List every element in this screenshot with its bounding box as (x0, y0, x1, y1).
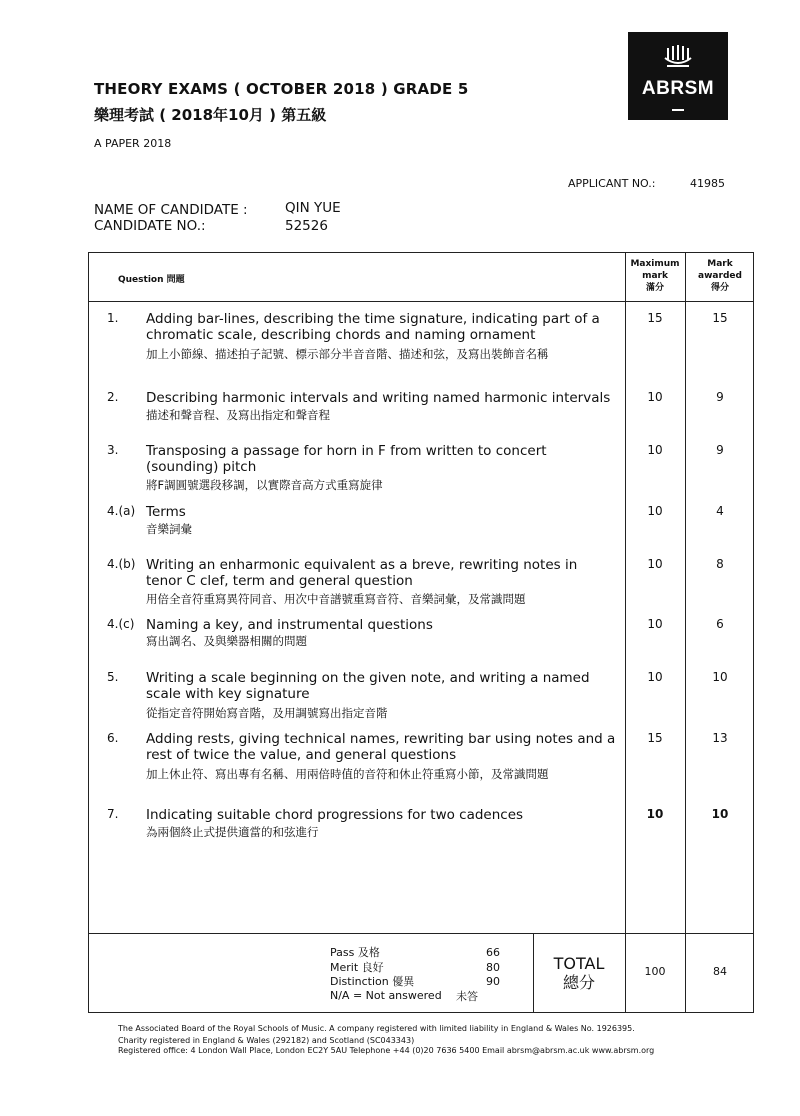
merit-label: Merit 良好 (330, 960, 384, 974)
awarded-column-divider (685, 252, 686, 1013)
question-description: Describing harmonic intervals and writing named harmonic intervals (146, 390, 611, 406)
max-header-line1: Maximum (630, 259, 680, 269)
maximum-mark: 10 (647, 557, 663, 571)
question-description-chinese: 用倍全音符重寫異符同音、用次中音譜號重寫音符、音樂詞彙，及常識問題 (146, 592, 526, 606)
question-description: Adding rests, giving technical names, rewriting bar using notes and a rest of twice the value, and general questions (146, 731, 616, 763)
question-number: 6. (107, 731, 119, 745)
paper-label: A PAPER 2018 (94, 137, 172, 150)
question-number: 5. (107, 670, 119, 684)
merit-value: 80 (486, 960, 500, 974)
maximum-mark: 10 (647, 504, 663, 518)
question-description: Terms (146, 504, 186, 520)
candidate-name-value: QIN YUE (285, 200, 341, 216)
maximum-mark: 10 (647, 617, 663, 631)
mark-awarded: 10 (711, 807, 729, 821)
question-number: 4.(a) (107, 504, 136, 518)
grade-legend-values (476, 946, 500, 990)
mark-awarded: 8 (716, 557, 724, 571)
mark-awarded: 10 (712, 670, 728, 684)
awarded-header-line1: Mark (707, 259, 733, 269)
distinction-value: 90 (486, 975, 500, 988)
exam-title-chinese: 樂理考試 ( 2018年10月 ) 第五級 (94, 106, 327, 124)
question-description-chinese: 描述和聲音程、及寫出指定和聲音程 (146, 408, 330, 422)
question-description: Adding bar-lines, describing the time signature, indicating part of a chromatic scale, describing chords and naming ornament (146, 311, 600, 343)
mark-awarded: 15 (712, 311, 728, 325)
question-description-chinese: 將F調圓號選段移調，以實際音高方式重寫旋律 (146, 478, 383, 492)
maximum-mark: 10 (646, 807, 664, 821)
question-description: Writing an enharmonic equivalent as a breve, rewriting notes in tenor C clef, term and general question (146, 557, 578, 589)
not-answered-note: N/A = Not answered (330, 989, 442, 1002)
table-header-divider (88, 301, 754, 302)
max-column-divider (625, 252, 626, 1013)
candidate-name-label: NAME OF CANDIDATE : (94, 202, 248, 218)
total-mark-awarded: 84 (713, 965, 727, 978)
table-total-divider (88, 933, 754, 934)
abrsm-logo (628, 32, 728, 120)
question-description: Indicating suitable chord progressions for two cadences (146, 807, 524, 823)
question-description-chinese: 加上小節線、描述拍子記號、標示部分半音音階、描述和弦，及寫出裝飾音名稱 (146, 347, 549, 361)
applicant-no-label: APPLICANT NO.: (568, 177, 656, 190)
footer-line-office: Registered office: 4 London Wall Place, London EC2Y 5AU Telephone +44 (0)20 7636 5400 Email abrsm@abrsm.ac.uk www.abrsm.org (118, 1046, 655, 1055)
question-column-header: Question 問題 (118, 275, 185, 285)
maximum-mark: 10 (647, 443, 663, 457)
max-header-line2: mark (642, 271, 668, 281)
question-number: 4.(c) (107, 617, 135, 631)
question-description-chinese: 加上休止符、寫出專有名稱、用兩倍時值的音符和休止符重寫小節，及常識問題 (146, 767, 549, 781)
maximum-mark: 10 (647, 670, 663, 684)
awarded-header-line2: awarded (698, 271, 742, 281)
total-label-en: TOTAL (553, 954, 605, 973)
logo-text: ABRSM (641, 78, 715, 99)
question-description-chinese: 音樂詞彙 (146, 522, 192, 536)
grade-legend-labels (330, 946, 414, 990)
maximum-mark: 15 (647, 731, 663, 745)
total-label-zh: 總分 (562, 973, 595, 992)
exam-title: THEORY EXAMS ( OCTOBER 2018 ) GRADE 5 (94, 80, 469, 98)
mark-awarded: 6 (716, 617, 724, 631)
not-answered-note-chinese: 未答 (456, 990, 478, 1003)
awarded-header-line3: 得分 (710, 283, 729, 293)
candidate-no-value: 52526 (285, 218, 328, 234)
mark-awarded: 9 (716, 443, 724, 457)
maximum-mark: 10 (647, 390, 663, 404)
pass-value: 66 (486, 946, 500, 959)
question-description: Naming a key, and instrumental questions (146, 617, 433, 633)
mark-awarded-header (686, 258, 754, 294)
logo-dash (672, 109, 684, 111)
question-number: 4.(b) (107, 557, 136, 571)
applicant-no-value: 41985 (690, 177, 725, 190)
total-maximum-mark: 100 (644, 965, 666, 978)
question-number: 1. (107, 311, 119, 325)
mark-awarded: 9 (716, 390, 724, 404)
crown-icon (628, 44, 728, 74)
max-header-line3: 滿分 (645, 283, 664, 293)
question-description: Writing a scale beginning on the given note, and writing a named scale with key signature (146, 670, 590, 702)
total-label (534, 954, 624, 992)
maximum-mark-header (626, 258, 684, 294)
maximum-mark: 15 (647, 311, 663, 325)
candidate-no-label: CANDIDATE NO.: (94, 218, 206, 234)
question-number: 7. (107, 807, 119, 821)
question-description-chinese: 寫出調名、及與樂器相關的問題 (146, 634, 307, 648)
mark-awarded: 13 (712, 731, 728, 745)
distinction-label: Distinction 優異 (330, 975, 415, 988)
mark-awarded: 4 (716, 504, 724, 518)
pass-label: Pass 及格 (330, 946, 380, 959)
question-description-chinese: 從指定音符開始寫音階，及用調號寫出指定音階 (146, 706, 388, 720)
question-description-chinese: 為兩個終止式提供適當的和弦進行 (146, 825, 319, 839)
question-description: Transposing a passage for horn in F from written to concert (sounding) pitch (146, 443, 547, 475)
question-number: 2. (107, 390, 119, 404)
question-number: 3. (107, 443, 119, 457)
footer-line-company: The Associated Board of the Royal Schools of Music. A company registered with limited liability in England & Wales No. 1926395. (118, 1024, 635, 1033)
footer-line-charity: Charity registered in England & Wales (292182) and Scotland (SC043343) (118, 1036, 415, 1045)
